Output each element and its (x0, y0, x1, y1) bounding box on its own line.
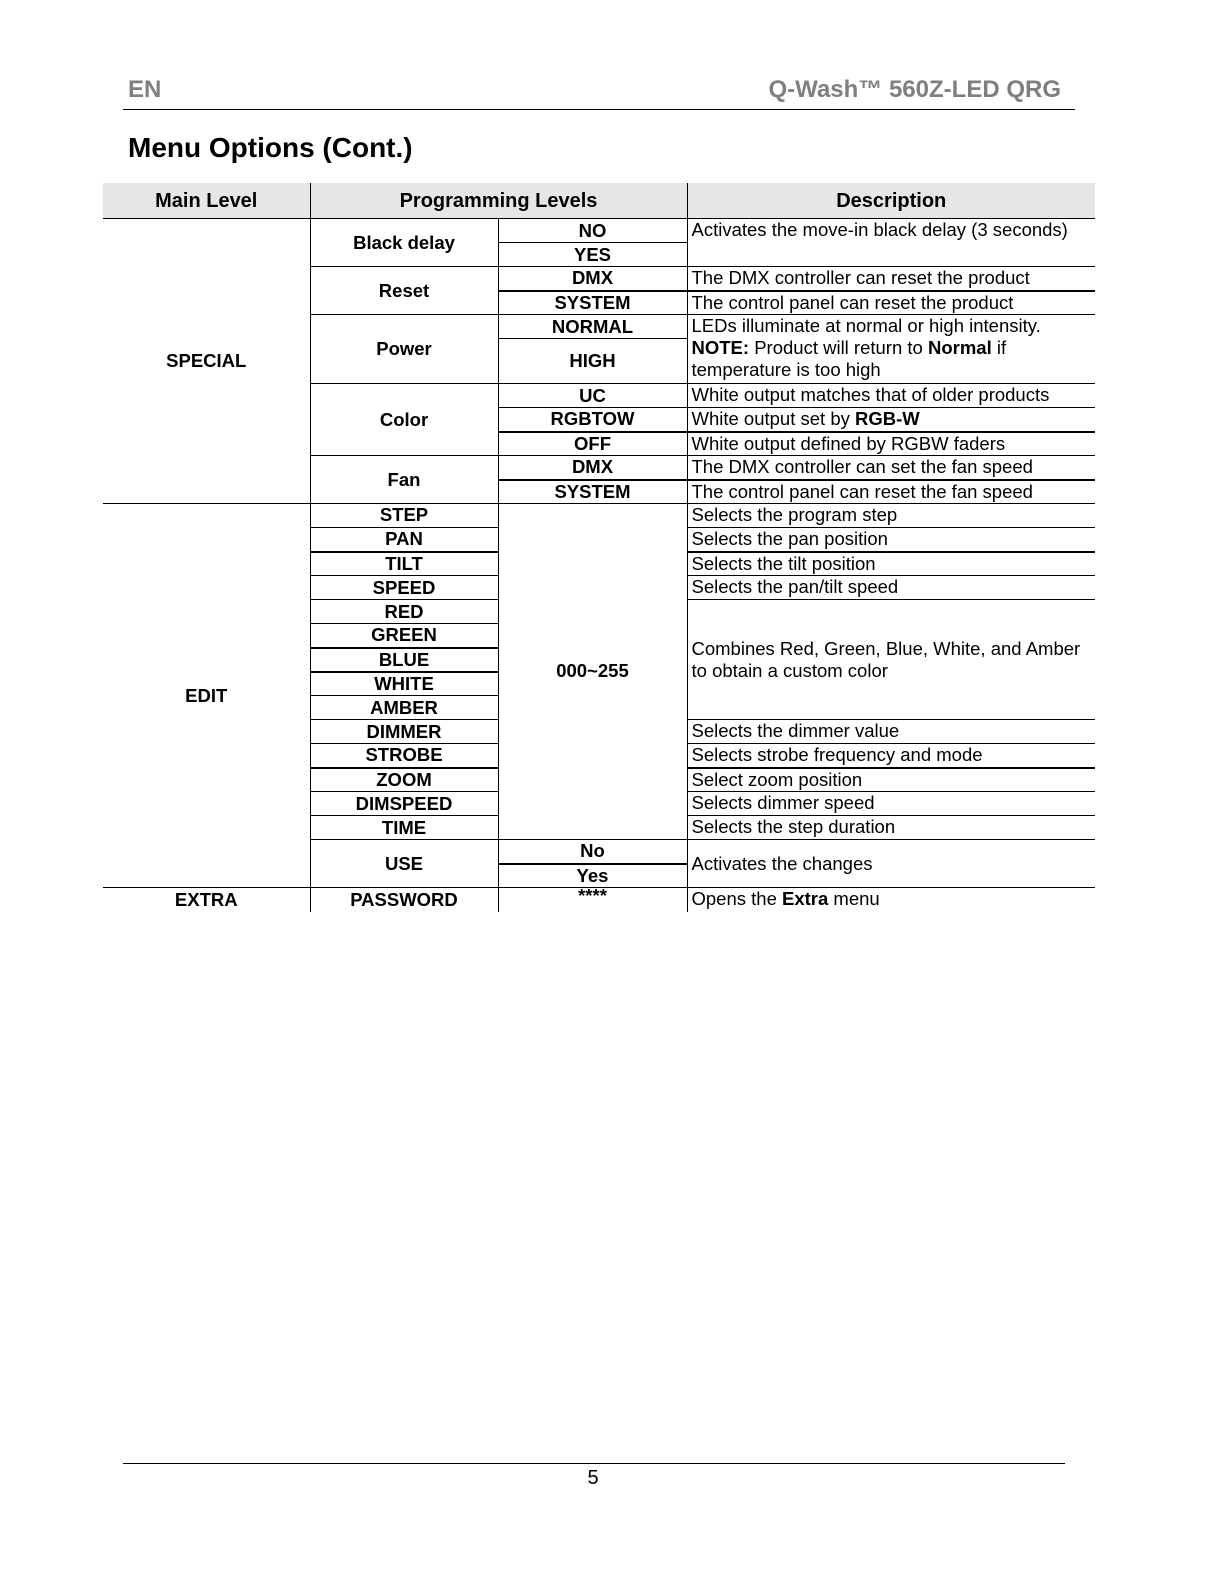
option-no: No (498, 840, 687, 864)
main-level-special: SPECIAL (103, 219, 310, 504)
prog-reset: Reset (310, 267, 498, 315)
option-system: SYSTEM (498, 480, 687, 504)
desc-zoom: Select zoom position (687, 768, 1095, 792)
prog-power: Power (310, 315, 498, 384)
prog-green: GREEN (310, 624, 498, 648)
header-programming-levels: Programming Levels (310, 183, 687, 219)
desc-extra (687, 888, 1095, 912)
option-dmx: DMX (498, 267, 687, 291)
desc-color-rgbtow (687, 408, 1095, 432)
prog-color: Color (310, 384, 498, 456)
option-password-mask: **** (498, 888, 687, 912)
note-text-1: Product will return to (749, 337, 928, 358)
option-no: NO (498, 219, 687, 243)
desc-power (687, 315, 1095, 384)
prog-tilt: TILT (310, 552, 498, 576)
note-text-2: if temperature is too high (691, 337, 1007, 380)
note-bold: Normal (927, 337, 992, 358)
desc-strobe: Selects strobe frequency and mode (687, 744, 1095, 768)
option-off: OFF (498, 432, 687, 456)
main-level-edit: EDIT (103, 504, 310, 888)
desc-color-uc: White output matches that of older products (687, 384, 1095, 408)
prog-password: PASSWORD (310, 888, 498, 912)
desc-fan-system: The control panel can reset the fan speed (687, 480, 1095, 504)
desc-reset-dmx: The DMX controller can reset the product (687, 267, 1095, 291)
desc-dimspeed: Selects dimmer speed (687, 792, 1095, 816)
menu-options-table (103, 183, 1095, 912)
desc-custom-color: Combines Red, Green, Blue, White, and Amber to obtain a custom color (687, 600, 1095, 720)
desc-black-delay: Activates the move-in black delay (3 seconds) (687, 219, 1095, 267)
prog-dimmer: DIMMER (310, 720, 498, 744)
desc-speed: Selects the pan/tilt speed (687, 576, 1095, 600)
prog-use: USE (310, 840, 498, 888)
prog-black-delay: Black delay (310, 219, 498, 267)
desc-fan-dmx: The DMX controller can set the fan speed (687, 456, 1095, 480)
desc-time: Selects the step duration (687, 816, 1095, 840)
desc-extra-suffix: menu (828, 888, 880, 909)
footer-divider (123, 1463, 1065, 1464)
desc-dimmer: Selects the dimmer value (687, 720, 1095, 744)
header-description: Description (687, 183, 1095, 219)
desc-pan: Selects the pan position (687, 528, 1095, 552)
prog-speed: SPEED (310, 576, 498, 600)
desc-use: Activates the changes (687, 840, 1095, 888)
prog-time: TIME (310, 816, 498, 840)
table-row (103, 888, 1095, 912)
prog-zoom: ZOOM (310, 768, 498, 792)
header-document-title: Q-Wash™ 560Z-LED QRG (768, 76, 1061, 103)
desc-tilt: Selects the tilt position (687, 552, 1095, 576)
page-number: 5 (587, 1467, 599, 1489)
desc-rgbtow-bold: RGB-W (855, 408, 920, 429)
main-level-extra: EXTRA (103, 888, 310, 912)
desc-power-line1: LEDs illuminate at normal or high intensity. (691, 315, 1041, 336)
desc-step: Selects the program step (687, 504, 1095, 528)
header-divider (123, 109, 1075, 110)
prog-fan: Fan (310, 456, 498, 504)
desc-rgbtow-prefix: White output set by (691, 408, 856, 429)
prog-pan: PAN (310, 528, 498, 552)
section-title: Menu Options (Cont.) (128, 132, 413, 163)
header-language: EN (128, 76, 162, 103)
prog-amber: AMBER (310, 696, 498, 720)
desc-color-off: White output defined by RGBW faders (687, 432, 1095, 456)
prog-red: RED (310, 600, 498, 624)
desc-extra-bold: Extra (782, 888, 829, 909)
desc-reset-system: The control panel can reset the product (687, 291, 1095, 315)
option-rgbtow: RGBTOW (498, 408, 687, 432)
prog-step: STEP (310, 504, 498, 528)
option-normal: NORMAL (498, 315, 687, 339)
option-yes: YES (498, 243, 687, 267)
option-system: SYSTEM (498, 291, 687, 315)
prog-dimspeed: DIMSPEED (310, 792, 498, 816)
table-row (103, 504, 1095, 528)
prog-blue: BLUE (310, 648, 498, 672)
option-yes: Yes (498, 864, 687, 888)
note-label: NOTE: (691, 337, 750, 358)
option-high: HIGH (498, 339, 687, 384)
option-uc: UC (498, 384, 687, 408)
table-header-row (103, 183, 1095, 219)
option-dmx: DMX (498, 456, 687, 480)
prog-strobe: STROBE (310, 744, 498, 768)
table-row (103, 219, 1095, 243)
range-value: 000~255 (498, 504, 687, 840)
prog-white: WHITE (310, 672, 498, 696)
header-main-level: Main Level (103, 183, 310, 219)
desc-extra-prefix: Opens the (691, 888, 783, 909)
